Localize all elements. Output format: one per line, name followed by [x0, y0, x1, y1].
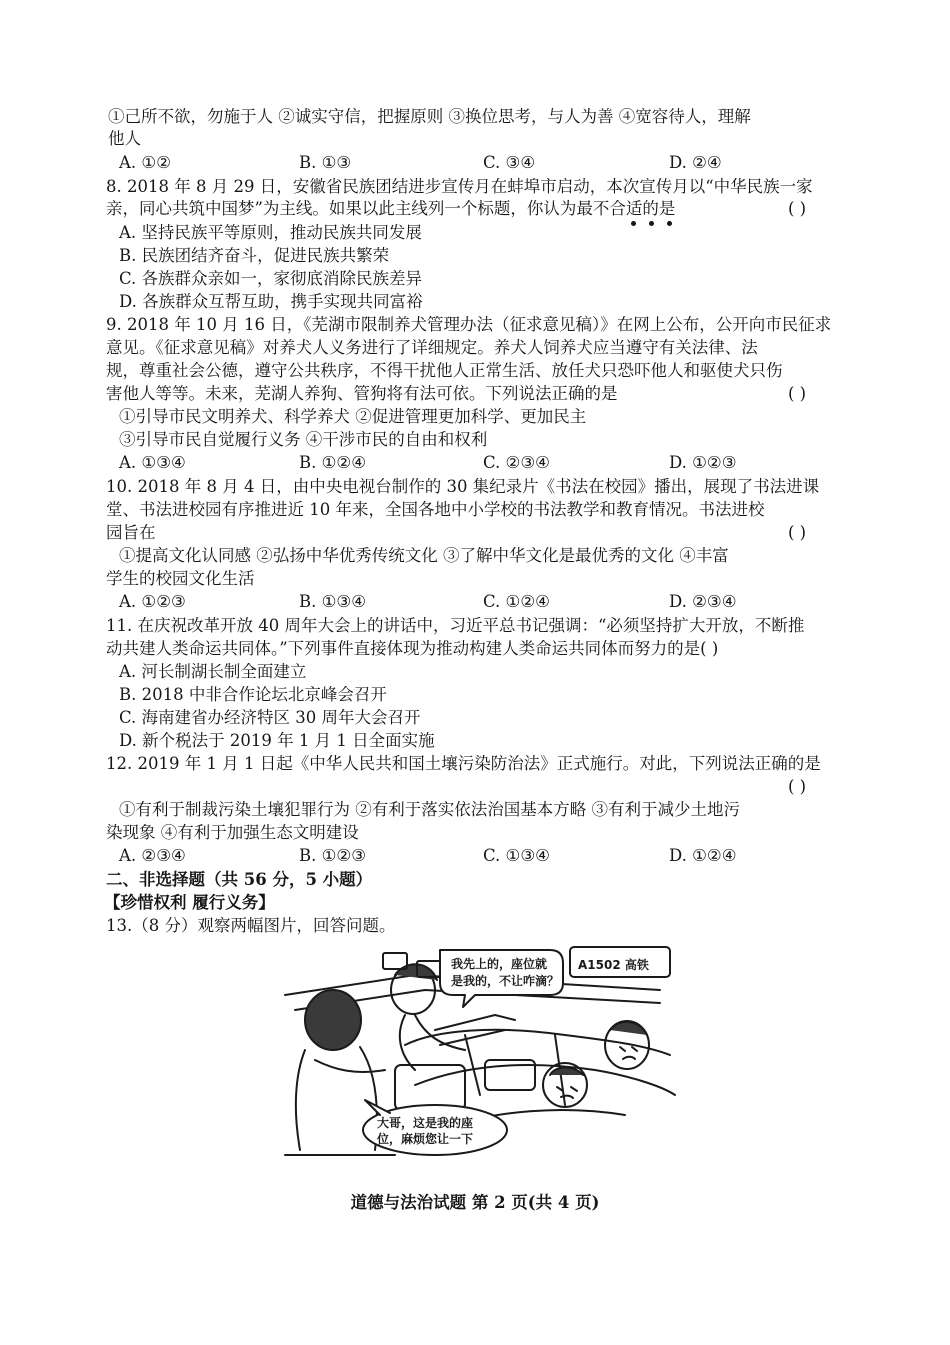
- section-topic: 【珍惜权利 履行义务】: [104, 893, 275, 912]
- q11-option-d: D. 新个税法于 2019 年 1 月 1 日全面实施: [119, 731, 435, 750]
- q8-stem-line2: 亲，同心共筑中国梦”为主线。如果以此主线列一个标题，你认为最不合适的是: [106, 199, 676, 218]
- q11-stem-line2: 动共建人类命运共同体。”下列事件直接体现为推动构建人类命运共同体而努力的是( ): [106, 639, 719, 658]
- page-footer: 道德与法治试题 第 2 页(共 4 页): [350, 1193, 600, 1212]
- q10-items-line2: 学生的校园文化生活: [106, 569, 255, 588]
- option-a: A. ①②③: [119, 592, 186, 611]
- q13-stem: 13.（8 分）观察两幅图片，回答问题。: [106, 916, 396, 935]
- prev-question-items-line1: ①己所不欲，勿施于人 ②诚实守信，把握原则 ③换位思考，与人为善 ④宽容待人，理解: [108, 107, 751, 126]
- option-d: D. ①②③: [669, 453, 737, 472]
- option-d: D. ①②④: [669, 846, 737, 865]
- option-a: A. ①③④: [119, 453, 186, 472]
- option-c: C. ①③④: [483, 846, 550, 865]
- section-heading: 二、非选择题（共 56 分，5 小题）: [106, 870, 373, 889]
- q8-stem-line1: 8. 2018 年 8 月 29 日，安徽省民族团结进步宣传月在蚌埠市启动，本次宣传月以“中华民族一家: [106, 177, 813, 196]
- q11-option-c: C. 海南建省办经济特区 30 周年大会召开: [119, 708, 421, 727]
- q9-items-line1: ①引导市民文明养犬、科学养犬 ②促进管理更加科学、更加民主: [119, 407, 587, 426]
- q8-option-d: D. 各族群众互帮互助，携手实现共同富裕: [119, 292, 423, 311]
- option-b: B. ①③: [299, 153, 352, 172]
- q10-stem-line2: 堂、书法进校园有序推进近 10 年来，全国各地中小学校的书法教学和教育情况。书法进校: [106, 500, 765, 519]
- q8-option-c: C. 各族群众亲如一，家彻底消除民族差异: [119, 269, 423, 288]
- option-b: B. ①②③: [299, 846, 366, 865]
- prev-question-items-line2: 他人: [108, 129, 141, 148]
- prev-question-options: [119, 152, 849, 174]
- q8-option-a: A. 坚持民族平等原则，推动民族共同发展: [119, 223, 422, 242]
- q12-items-line2: 染现象 ④有利于加强生态文明建设: [106, 823, 359, 842]
- q10-options: [119, 591, 849, 613]
- q10-items-line1: ①提高文化认同感 ②弘扬中华优秀传统文化 ③了解中华文化是最优秀的文化 ④丰富: [119, 546, 729, 565]
- q10-stem-line1: 10. 2018 年 8 月 4 日，由中央电视台制作的 30 集纪录片《书法在校园》播出，展现了书法进课: [106, 477, 820, 496]
- option-c: C. ②③④: [483, 453, 550, 472]
- q11-option-a: A. 河长制湖长制全面建立: [119, 662, 307, 681]
- q8-option-b: B. 民族团结齐奋斗，促进民族共繁荣: [119, 246, 390, 265]
- q9-options: [119, 452, 849, 474]
- answer-paren[interactable]: ( ): [788, 777, 807, 796]
- answer-paren[interactable]: ( ): [788, 384, 807, 403]
- q12-items-line1: ①有利于制裁污染土壤犯罪行为 ②有利于落实依法治国基本方略 ③有利于减少土地污: [119, 800, 740, 819]
- q12-options: [119, 845, 849, 867]
- q11-option-b: B. 2018 中非合作论坛北京峰会召开: [119, 685, 387, 704]
- answer-paren[interactable]: ( ): [788, 199, 807, 218]
- cartoon-bubble-top-line1: 我先上的，座位就: [451, 957, 548, 971]
- option-c: C. ①②④: [483, 592, 550, 611]
- cartoon-sign-text: A1502 高铁: [578, 958, 649, 972]
- q9-stem-line2: 意见。《征求意见稿》对养犬人义务进行了详细规定。养犬人饲养犬应当遵守有关法律、法: [106, 338, 758, 357]
- answer-paren[interactable]: ( ): [788, 523, 807, 542]
- option-a: A. ①②: [119, 153, 171, 172]
- q9-stem-line4: 害他人等等。未来，芜湖人养狗、管狗将有法可依。下列说法正确的是: [106, 384, 618, 403]
- cartoon-bubble-bottom-line2: 位，麻烦您让一下: [377, 1132, 474, 1146]
- option-b: B. ①③④: [299, 592, 366, 611]
- q9-stem-line3: 规，尊重社会公德，遵守公共秩序，不得干扰他人正常生活、放任犬只恐吓他人和驱使犬只伤: [106, 361, 783, 380]
- q11-stem-line1: 11. 在庆祝改革开放 40 周年大会上的讲话中，习近平总书记强调：“必须坚持扩大开放，不断推: [106, 616, 805, 635]
- train-seat-cartoon: [265, 935, 685, 1160]
- option-b: B. ①②④: [299, 453, 366, 472]
- q9-stem-line1: 9. 2018 年 10 月 16 日，《芜湖市限制养犬管理办法（征求意见稿）》在网上公布，公开向市民征求: [106, 315, 832, 334]
- q9-items-line2: ③引导市民自觉履行义务 ④干涉市民的自由和权利: [119, 430, 488, 449]
- option-d: D. ②④: [669, 153, 722, 172]
- option-a: A. ②③④: [119, 846, 186, 865]
- q10-stem-line3: 园旨在: [106, 523, 156, 542]
- cartoon-bubble-top-line2: 是我的，不让咋滴？: [451, 974, 560, 988]
- cartoon-bubble-bottom-line1: 大哥，这是我的座: [377, 1116, 474, 1130]
- option-d: D. ②③④: [669, 592, 737, 611]
- q12-stem-line1: 12. 2019 年 1 月 1 日起《中华人民共和国土壤污染防治法》正式施行。对此，下列说法正确的是: [106, 754, 821, 773]
- option-c: C. ③④: [483, 153, 536, 172]
